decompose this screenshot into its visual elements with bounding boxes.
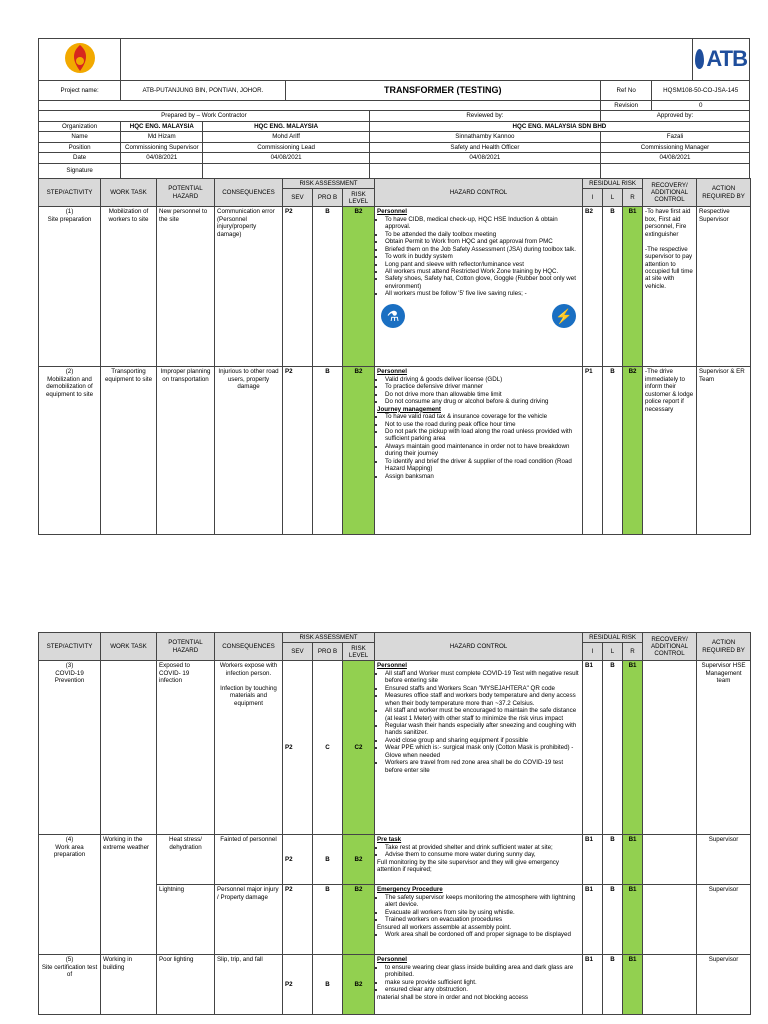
header-table bbox=[38, 38, 750, 180]
company-logo-left bbox=[39, 39, 121, 81]
signoff-row: Date 04/08/2021 04/08/2021 04/08/2021 04/08/2021 bbox=[39, 153, 750, 163]
hazard-control-cell: Personnel • to ensure wearing clear glass inside building area and dark glass are prohibited. • make sure provide sufficient light. • ensured clear any obstruction. material shall be store in order and not blocking access bbox=[375, 955, 583, 1015]
signoff-row: Organization HQC ENG. MALAYSIA HQC ENG. MALAYSIA HQC ENG. MALAYSIA SDN BHD bbox=[39, 121, 750, 131]
revision-value: 0 bbox=[652, 101, 750, 111]
table-row: (3) COVID-19 Prevention Exposed to COVID- 19 infection Workers expose with infection person. Infection by touching materials and equipment P2 C C2 Personnel • All staff and Worker must complete COVID-19 Test with negative result before entering site • Ensured staffs and Workers Scan "MYSEJAHTERA" QR code • Measures office staff and workers body temperature and deny access when their body temperature more than ~37.2 Celsius. • All staff and worker must be encouraged to maintain the safe distance (at least 1 Meter) with other staff to minimize the risk virus impact • Regular wash their hands especially after sneezing and coughing with hands sanitizer. • Avoid close group and sharing equipment if possible • Wear PPE which is:- surgical mask only (Cotton Mask is prohibited) - Glove when needed • Workers are travel from red zone area shall be do COVID-19 test before enter site B1 B B1 Supervisor HSE Management team bbox=[39, 661, 751, 835]
risk-table: STEP/ACTIVITY WORK TASK POTENTIAL HAZARD CONSEQUENCES RISK ASSESSMENT HAZARD CONTROL RESIDUAL RISK RECOVERY/ ADDITIONAL CONTROL ACTION REQUIRED BY SEV PRO B RISK LEVEL I L R (1) Site preparation Mobilization of workers to site New personnel to the site Communication error (Personnel injury/property damage) P2 B B2 Personnel • To have CIDB, medical check-up, HQC HSE Induction & obtain approval. • To be attended the daily toolbox meeting • Obtain Permit to Work from HQC and get approval from PMC • Briefed them on the Job Safety Assessment (JSA) during toolbox talk. • To work in buddy system • Long pant and sleeve with reflector/luminance vest • All workers must attend Restricted Work Zone training by HQC. • Safety shoes, Safety hat, Cotton glove, Goggle (Rubber boot only wet environment) • All workers must be follow '5' five live saving rules; - ⚗ ⚡ B2 B B1 -To have first aid box, First aid personnel, Fire extinguisher -The respective supervisor to pay attention to occupied full time at site with vehicle. Respective Supervisor (2) Mobilization and demobilization of equipment to site Transporting equipment to site Improper planning on transportation Injurious to other road users, property damage P2 B B2 Personnel • Valid driving & goods deliver license (GDL) • To practice defensive driver manner • Do not drive more than allowable time limit • Do not consume any drug or alcohol before & during driving Journey management • To have valid road tax & insurance coverage for the vehicle • Not to use the road during peak office hour time • Do not park the pickup with load along the road unless provided with sufficient parking area • Always maintain good maintenance in order not to have breakdown during their journey • To identify and brief the driver & supplier of the road condition (Road Hazard Mapping) • Assign banksman P1 B B2 -The drive immediately to inform their customer & lodge police report if necessary Supervisor & ER Team bbox=[38, 178, 751, 535]
table-row: (1) Site preparation Mobilization of workers to site New personnel to the site Communication error (Personnel injury/property damage) P2 B B2 Personnel • To have CIDB, medical check-up, HQC HSE Induction & obtain approval. • To be attended the daily toolbox meeting • Obtain Permit to Work from HQC and get approval from PMC • Briefed them on the Job Safety Assessment (JSA) during toolbox talk. • To work in buddy system • Long pant and sleeve with reflector/luminance vest • All workers must attend Restricted Work Zone training by HQC. • Safety shoes, Safety hat, Cotton glove, Goggle (Rubber boot only wet environment) • All workers must be follow '5' five live saving rules; - ⚗ ⚡ B2 B B1 -To have first aid box, First aid personnel, Fire extinguisher -The respective supervisor to pay attention to occupied full time at site with vehicle. Respective Supervisor bbox=[39, 207, 751, 367]
jsa-table-2 bbox=[38, 632, 750, 1015]
revision-label: Revision bbox=[600, 101, 651, 111]
approved-by-heading: Approved by: bbox=[600, 111, 749, 121]
project-label: Project name: bbox=[39, 81, 121, 101]
reviewed-by-heading: Reviewed by: bbox=[369, 111, 600, 121]
hazard-control-cell: Personnel • All staff and Worker must complete COVID-19 Test with negative result before entering site • Ensured staffs and Workers Scan "MYSEJAHTERA" QR code • Measures office staff and workers body temperature and deny access when their body temperature more than ~37.2 Celsius. • All staff and worker must be encouraged to maintain the safe distance (at least 1 Meter) with other staff to minimize the risk virus impact • Regular wash their hands especially after sneezing and coughing with hands sanitizer. • Avoid close group and sharing equipment if possible • Wear PPE which is:- surgical mask only (Cotton Mask is prohibited) - Glove when needed • Workers are travel from red zone area shall be do COVID-19 test before enter site bbox=[375, 661, 583, 835]
hazard-control-cell: Pre task • Take rest at provided shelter and drink sufficient water at site; • Advise them to consume more water during sunny day, Full monitoring by the site supervisor and they will give emergency attention if required; bbox=[375, 835, 583, 885]
project-value: ATB-PUTANJUNG BIN, PONTIAN, JOHOR. bbox=[121, 81, 285, 101]
signoff-row: Position Commissioning Supervisor Commissioning Lead Safety and Health Officer Commissioning Manager bbox=[39, 142, 750, 152]
risk-table: STEP/ACTIVITY WORK TASK POTENTIAL HAZARD CONSEQUENCES RISK ASSESSMENT HAZARD CONTROL RESIDUAL RISK RECOVERY/ ADDITIONAL CONTROL ACTION REQUIRED BY SEV PRO B RISK LEVEL I L R (3) COVID-19 Prevention Exposed to COVID- 19 infection Workers expose with infection person. Infection by touching materials and equipment P2 C C2 Personnel • All staff and Worker must complete COVID-19 Test with negative result before entering site • Ensured staffs and Workers Scan "MYSEJAHTERA" QR code • Measures office staff and workers body temperature and deny access when their body temperature more than ~37.2 Celsius. • All staff and worker must be encouraged to maintain the safe distance (at least 1 Meter) with other staff to minimize the risk virus impact • Regular wash their hands especially after sneezing and coughing with hands sanitizer. • Avoid close group and sharing equipment if possible • Wear PPE which is:- surgical mask only (Cotton Mask is prohibited) - Glove when needed • Workers are travel from red zone area shall be do COVID-19 test before enter site B1 B B1 Supervisor HSE Management team (4) Work area preparation Working in the extreme weather Heat stress/ dehydration Fainted of personnel P2 B B2 Pre task • Take rest at provided shelter and drink sufficient water at site; • Advise them to consume more water during sunny day, Full monitoring by the site supervisor and they will give emergency attention if required; B1 B B1 Supervisor Lightning Personnel major injury / Property damage P2 B B2 Emergency Procedure • The safety supervisor keeps monitoring the atmosphere with lightning alert device. • Evacuate all workers from site by using whistle. • Trained workers on evacuation procedures Ensured all workers assemble at assembly point. • Work area shall be cordoned off and proper signage to be displayed B1 B B1 Supervisor (5) Site certification test of Working in building Poor lighting Slip, trip, and fall P2 B B2 Personnel • to ensure wearing clear glass inside building area and dark glass are prohibited. • make sure provide sufficient light. • ensured clear any obstruction. material shall be store in order and not blocking access B1 B B1 Supervisor bbox=[38, 632, 751, 1015]
table-row: Lightning Personnel major injury / Property damage P2 B B2 Emergency Procedure • The safety supervisor keeps monitoring the atmosphere with lightning alert device. • Evacuate all workers from site by using whistle. • Trained workers on evacuation procedures Ensured all workers assemble at assembly point. • Work area shall be cordoned off and proper signage to be displayed B1 B B1 Supervisor bbox=[39, 885, 751, 955]
hazard-control-cell: Emergency Procedure • The safety supervisor keeps monitoring the atmosphere with lightning alert device. • Evacuate all workers from site by using whistle. • Trained workers on evacuation procedures Ensured all workers assemble at assembly point. • Work area shall be cordoned off and proper signage to be displayed bbox=[375, 885, 583, 955]
hazard-control-cell: Personnel • Valid driving & goods deliver license (GDL) • To practice defensive driver manner • Do not drive more than allowable time limit • Do not consume any drug or alcohol before & during driving Journey management • To have valid road tax & insurance coverage for the vehicle • Not to use the road during peak office hour time • Do not park the pickup with load along the road unless provided with sufficient parking area • Always maintain good maintenance in order not to have breakdown during their journey • To identify and brief the driver & supplier of the road condition (Road Hazard Mapping) • Assign banksman bbox=[375, 367, 583, 535]
signoff-row: Signature bbox=[39, 163, 750, 179]
ref-value: HQSM108-50-CO-JSA-145 bbox=[652, 81, 750, 101]
column-header-row: STEP/ACTIVITY WORK TASK POTENTIAL HAZARD CONSEQUENCES RISK ASSESSMENT HAZARD CONTROL RESIDUAL RISK RECOVERY/ ADDITIONAL CONTROL ACTION REQUIRED BY bbox=[39, 179, 751, 189]
signoff-row: Name Md Hizam Mohd Ariff Sinnathamby Kannoo Fazali bbox=[39, 132, 750, 142]
lockout-sign-icon: ⚡ bbox=[552, 304, 576, 328]
table-row: (2) Mobilization and demobilization of equipment to site Transporting equipment to site Improper planning on transportation Injurious to other road users, property damage P2 B B2 Personnel • Valid driving & goods deliver license (GDL) • To practice defensive driver manner • Do not drive more than allowable time limit • Do not consume any drug or alcohol before & during driving Journey management • To have valid road tax & insurance coverage for the vehicle • Not to use the road during peak office hour time • Do not park the pickup with load along the road unless provided with sufficient parking area • Always maintain good maintenance in order not to have breakdown during their journey • To identify and brief the driver & supplier of the road condition (Road Hazard Mapping) • Assign banksman P1 B B2 -The drive immediately to inform their customer & lodge police report if necessary Supervisor & ER Team bbox=[39, 367, 751, 535]
column-header-row: STEP/ACTIVITY WORK TASK POTENTIAL HAZARD CONSEQUENCES RISK ASSESSMENT HAZARD CONTROL RESIDUAL RISK RECOVERY/ ADDITIONAL CONTROL ACTION REQUIRED BY bbox=[39, 633, 751, 643]
petronas-logo-icon bbox=[63, 41, 97, 75]
safety-sign-icon: ⚗ bbox=[381, 304, 405, 328]
document-header bbox=[38, 38, 750, 180]
atb-logo: ATB bbox=[693, 39, 750, 81]
table-row: (4) Work area preparation Working in the extreme weather Heat stress/ dehydration Fainted of personnel P2 B B2 Pre task • Take rest at provided shelter and drink sufficient water at site; • Advise them to consume more water during sunny day, Full monitoring by the site supervisor and they will give emergency attention if required; B1 B B1 Supervisor bbox=[39, 835, 751, 885]
drop-icon bbox=[695, 49, 704, 69]
jsa-table-1 bbox=[38, 178, 750, 535]
ref-label: Ref No bbox=[600, 81, 651, 101]
table-row: (5) Site certification test of Working in building Poor lighting Slip, trip, and fall P2 B B2 Personnel • to ensure wearing clear glass inside building area and dark glass are prohibited. • make sure provide sufficient light. • ensured clear any obstruction. material shall be store in order and not blocking access B1 B B1 Supervisor bbox=[39, 955, 751, 1015]
hazard-control-cell: Personnel • To have CIDB, medical check-up, HQC HSE Induction & obtain approval. • To be attended the daily toolbox meeting • Obtain Permit to Work from HQC and get approval from PMC • Briefed them on the Job Safety Assessment (JSA) during toolbox talk. • To work in buddy system • Long pant and sleeve with reflector/luminance vest • All workers must attend Restricted Work Zone training by HQC. • Safety shoes, Safety hat, Cotton glove, Goggle (Rubber boot only wet environment) • All workers must be follow '5' five live saving rules; - ⚗ ⚡ bbox=[375, 207, 583, 367]
document-title: TRANSFORMER (TESTING) bbox=[285, 81, 600, 101]
prepared-by-heading: Prepared by – Work Contractor bbox=[39, 111, 370, 121]
